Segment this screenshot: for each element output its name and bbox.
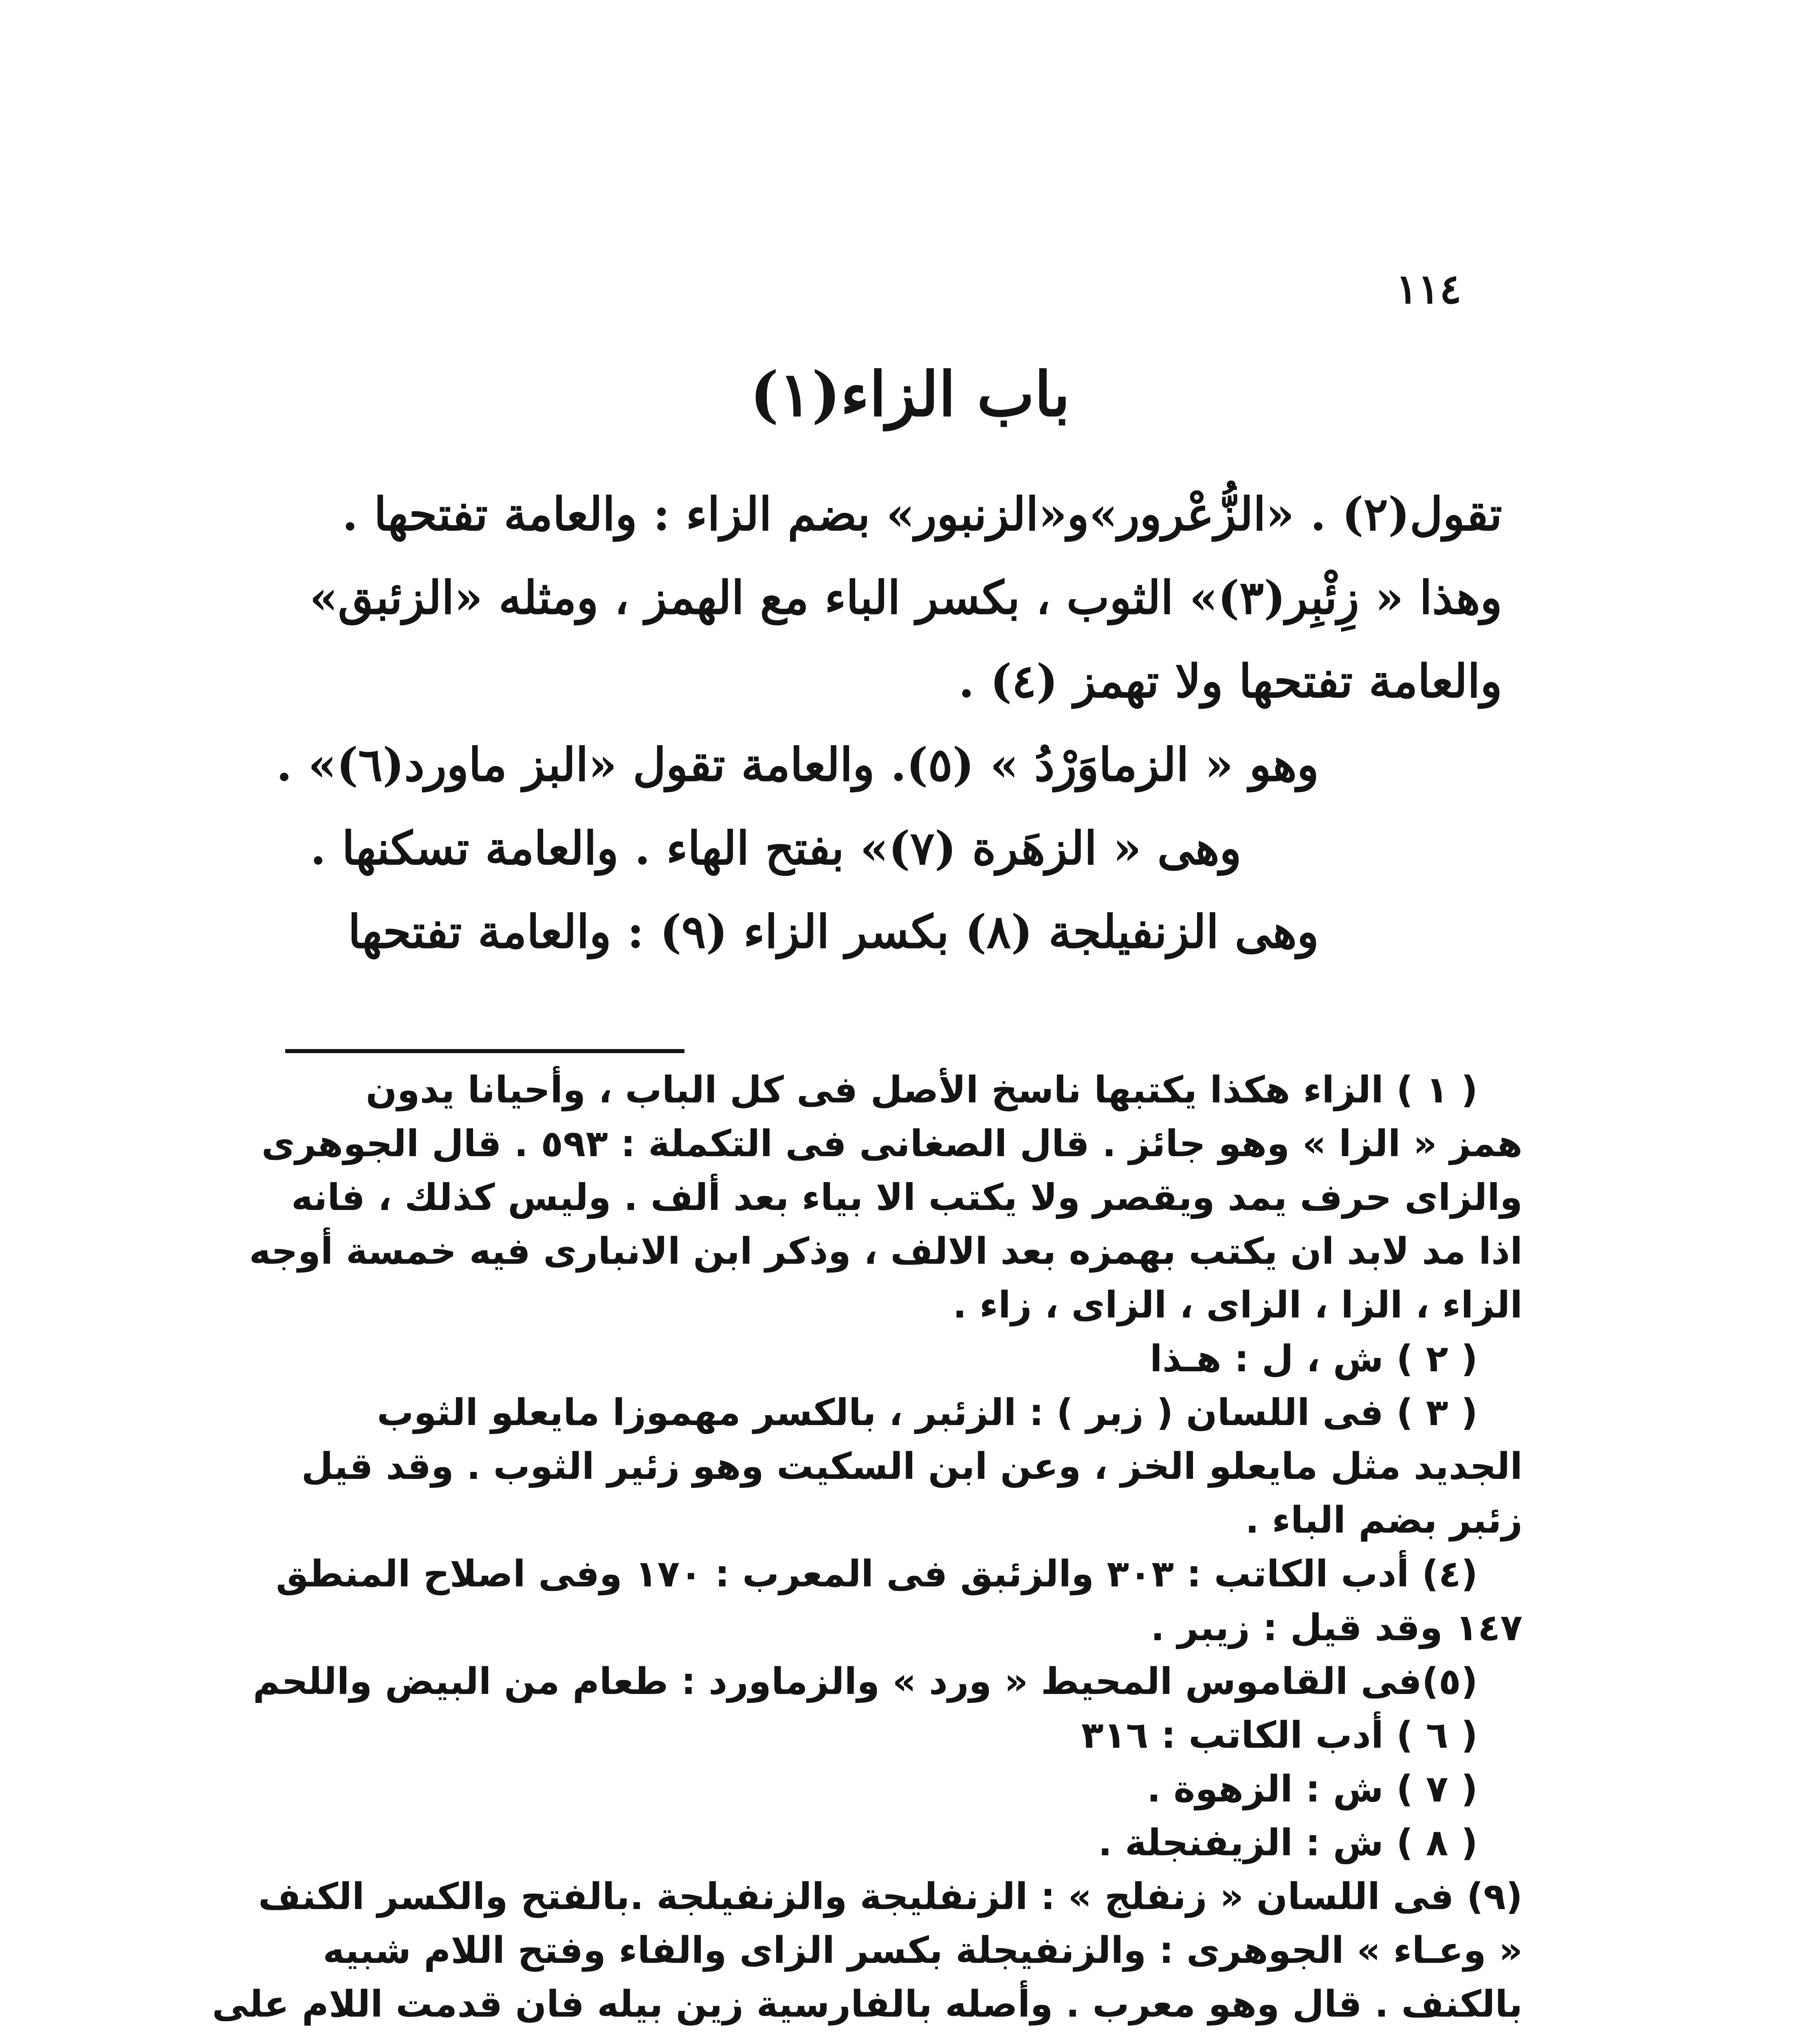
main-text-line: وهو « الزماوَرْدُ » (٥). والعامة تقول «البز ماورد(٦)» . bbox=[276, 738, 1319, 792]
main-text-line: والعامة تفتحها ولا تهمز (٤) . bbox=[958, 655, 1502, 708]
footnotes bbox=[212, 1063, 1523, 2037]
chapter-title: باب الزاء(١) bbox=[750, 359, 1070, 430]
footnote-line: اذا مد لابد ان يكتب بهمزه بعد الالف ، وذكر ابن الانبارى فيه خمسة أوجه bbox=[249, 1230, 1523, 1273]
footnote-line: والزاى حرف يمد ويقصر ولا يكتب الا بياء بعد ألف . وليس كذلك ، فانه bbox=[291, 1176, 1523, 1219]
main-text-line: وهى « الزهَرة (٧)» بفتح الهاء . والعامة تسكنها . bbox=[310, 822, 1241, 875]
footnote-line: (٤) أدب الكاتب : ٣٠٣ والزئبق فى المعرب : ١٧٠ وفى اصلاح المنطق bbox=[276, 1553, 1478, 1595]
footnote-line: ( ٧ ) ش : الزهوة . bbox=[1147, 1768, 1478, 1810]
footnote-line: همز « الزا » وهو جائز . قال الصغانى فى التكملة : ٥٩٣ . قال الجوهرى bbox=[261, 1122, 1523, 1165]
footnote-line: ( ٣ ) فى اللسان ( زبر ) : الزئبر ، بالكسر مهموزا مايعلو الثوب bbox=[377, 1391, 1478, 1434]
footnote-line bbox=[288, 2031, 1523, 2037]
footnote-separator bbox=[285, 1049, 684, 1053]
footnote-line: الزاء ، الزا ، الزاى ، الزاى ، زاء . bbox=[953, 1284, 1523, 1326]
footnote-line: زئبر بضم الباء . bbox=[1245, 1499, 1523, 1542]
footnote-line: ( ٢ ) ش ، ل : هـذا bbox=[1150, 1337, 1478, 1380]
main-text-line: تقول(٢) . «الزُّعْرور»و«الزنبور» بضم الزاء : والعامة تفتحها . bbox=[342, 488, 1502, 541]
main-text-line: وهذا « زِئْبِر(٣)» الثوب ، بكسر الباء مع الهمز ، ومثله «الزئبق» bbox=[309, 571, 1502, 625]
main-text bbox=[276, 473, 1502, 974]
footnote-line: ( ٦ ) أدب الكاتب : ٣١٦ bbox=[1081, 1714, 1478, 1757]
page-number: ١١٤ bbox=[1395, 265, 1461, 313]
main-text-line: وهى الزنفيلجة (٨) بكسر الزاء (٩) : والعامة تفتحها bbox=[348, 905, 1319, 959]
footnote-line: « وعـاء » الجوهرى : والزنفيجلة بكسر الزاى والفاء وفتح اللام شبيه bbox=[323, 1929, 1523, 1972]
footnote-line: الجديد مثل مايعلو الخز ، وعن ابن السكيت وهو زئير الثوب . وقد قيل bbox=[301, 1445, 1523, 1488]
footnote-line: (٥)فى القاموس المحيط « ورد » والزماورد : طعام من البيض واللحم bbox=[253, 1660, 1478, 1703]
footnote-line: بالكنف . قال وهو معرب . وأصله بالفارسية زين بيله فان قدمت اللام على bbox=[212, 1983, 1523, 2026]
footnote-line: (٩) فى اللسان « زنفلج » : الزنفليجة والزنفيلجة .بالفتح والكسر الكنف bbox=[258, 1875, 1523, 1918]
footnote-line: ١٤٧ وقد قيل : زيبر . bbox=[1151, 1606, 1523, 1649]
footnote-line: ( ١ ) الزاء هكذا يكتبها ناسخ الأصل فى كل الباب ، وأحيانا يدون bbox=[365, 1069, 1478, 1111]
footnote-line: ( ٨ ) ش : الزيفنجلة . bbox=[1098, 1821, 1478, 1864]
